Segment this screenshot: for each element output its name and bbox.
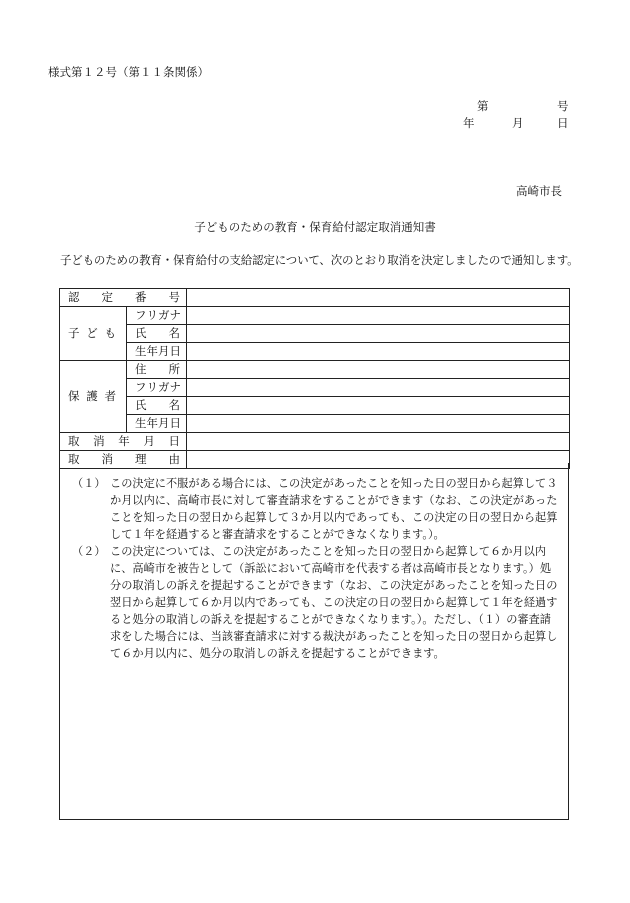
guardian-address-label: 住 所 — [127, 361, 187, 379]
table-row — [60, 361, 570, 379]
child-birthdate-field[interactable] — [187, 343, 570, 361]
table-row — [60, 379, 570, 397]
guardian-birthdate-label: 生 年 月 日 — [127, 415, 187, 433]
cert-number-label: 認 定 番 号 — [60, 289, 187, 307]
guardian-birthdate-field[interactable] — [187, 415, 570, 433]
table-row — [60, 325, 570, 343]
table-row — [60, 343, 570, 361]
child-birthdate-label: 生 年 月 日 — [127, 343, 187, 361]
guardian-group-label: 保 護 者 — [60, 361, 127, 433]
date-day-label: 日 — [557, 116, 569, 130]
child-furigana-label: フ リ ガ ナ — [127, 307, 187, 325]
date-year-label: 年 — [463, 116, 475, 130]
guardian-address-field[interactable] — [187, 361, 570, 379]
intro-text: 子どものための教育・保育給付の支給認定について、次のとおり取消を決定しましたので通知します。 — [60, 253, 579, 267]
table-row — [60, 289, 570, 307]
note-text: この決定については、この決定があったことを知った日の翌日から起算して６か月以内に、高崎市を被告として（訴訟において高崎市を代表する者は高崎市長となります。）処分の取消しの訴えを提起することができます（なお、この決定があったことを知った日の翌日から起算して６か月以内であっても、この決定の日の翌日から起算して１年を経過すると処分の取消しの訴えを提起することができなくなります。）。ただし、（１）の審査請求をした場合には、当該審査請求に対する裁決があったことを知った日の翌日から起算して６か月以内に、処分の取消しの訴えを提起することができます。 — [110, 545, 558, 660]
note-item — [72, 543, 558, 662]
note-item — [72, 475, 558, 543]
table-row — [60, 397, 570, 415]
certification-table — [59, 288, 570, 469]
child-name-field[interactable] — [187, 325, 570, 343]
table-row — [60, 307, 570, 325]
guardian-furigana-label: フ リ ガ ナ — [127, 379, 187, 397]
date-month-label: 月 — [512, 116, 524, 130]
table-row — [60, 415, 570, 433]
document-number-suffix: 号 — [557, 99, 569, 113]
guardian-furigana-field[interactable] — [187, 379, 570, 397]
note-number: （２） — [72, 545, 106, 558]
form-number: 様式第１２号（第１１条関係） — [48, 65, 209, 79]
cert-number-field[interactable] — [187, 289, 570, 307]
note-number: （１） — [72, 477, 106, 490]
cancel-date-label: 取 消 年 月 日 — [60, 433, 187, 451]
cancel-reason-label: 取 消 理 由 — [60, 451, 187, 469]
table-row — [60, 433, 570, 451]
child-name-label: 氏 名 — [127, 325, 187, 343]
notes-box — [59, 463, 569, 820]
document-number-label: 第 — [477, 99, 489, 113]
guardian-name-label: 氏 名 — [127, 397, 187, 415]
child-group-label: 子 ど も — [60, 307, 127, 361]
child-furigana-field[interactable] — [187, 307, 570, 325]
guardian-name-field[interactable] — [187, 397, 570, 415]
note-text: この決定に不服がある場合には、この決定があったことを知った日の翌日から起算して３か月以内に、高崎市長に対して審査請求をすることができます（なお、この決定があったことを知った日の翌日から起算して３か月以内であっても、この決定の日の翌日から起算して１年を経過すると審査請求をすることができなくなります。）。 — [110, 477, 558, 541]
cancel-date-field[interactable] — [187, 433, 570, 451]
document-title: 子どものための教育・保育給付認定取消通知書 — [194, 220, 436, 234]
issuer: 高崎市長 — [516, 184, 562, 198]
